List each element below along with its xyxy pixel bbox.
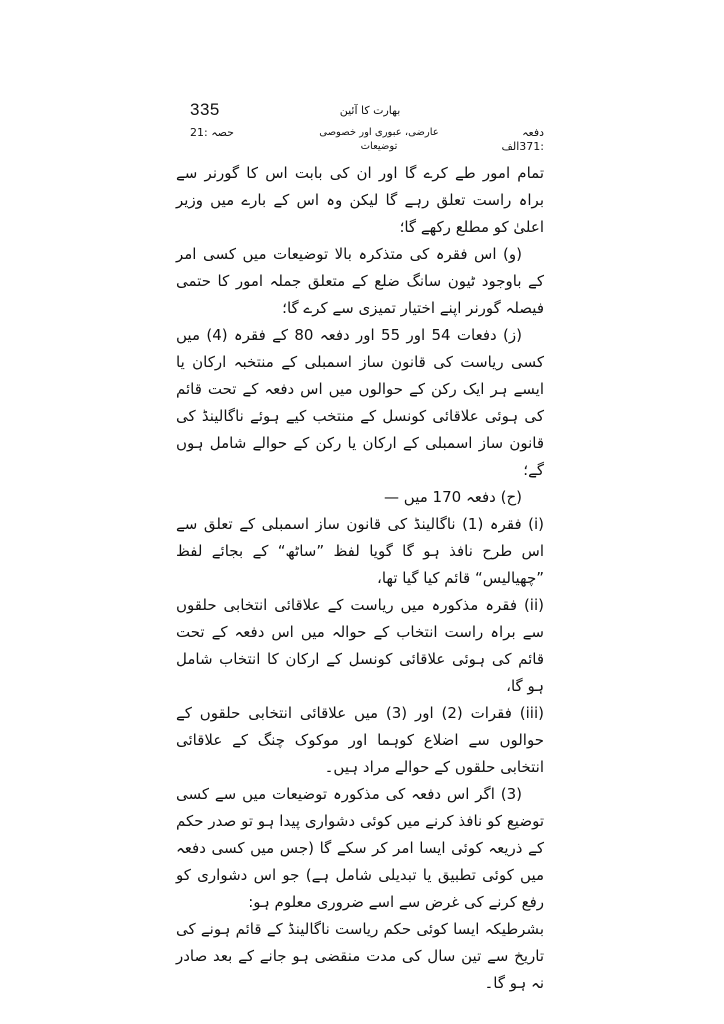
clause-3: (3) اگر اس دفعہ کی مذکورہ توضیعات میں سے کسی توضیع کو نافذ کرنے میں کوئی دشواری پیدا ہو تو صدر حکم کے ذریعہ کوئی ایسا امر کر سکے گا (جس میں کسی دفعہ میں کوئی تطبیق یا تبدیلی شامل ہے) جو اس دشواری کو رفع کرنے کی غرض سے اسے ضروری معلوم ہو:: [176, 785, 544, 911]
part-label: حصہ :21: [190, 126, 234, 139]
body-text: [176, 160, 544, 997]
paragraph-continuation: تمام امور طے کرے گا اور ان کی بابت اس کا گورنر سے براہ راست تعلق رہے گا لیکن وہ اس کے بارے میں وزیر اعلیٰ کو مطلع رکھے گا؛: [176, 164, 544, 236]
section-subtitle: عارضی، عبوری اور خصوصی توضیعات: [319, 127, 439, 152]
clause-f: (و) اس فقرہ کی متذکرہ بالا توضیعات میں کسی امر کے باوجود ٹیون سانگ ضلع کے متعلق جملہ امور کا حتمی فیصلہ گورنر اپنے اختیار تمیزی سے کرے گا؛: [176, 245, 544, 317]
clause-h: (ح) دفعہ 170 میں —: [384, 488, 522, 506]
clause-g: (ز) دفعات 54 اور 55 اور دفعہ 80 کے فقرہ (4) میں کسی ریاست کی قانون ساز اسمبلی کے منتخبہ ارکان یا ایسے ہر ایک رکن کے حوالوں میں اس دفعہ کے تحت قائم کی ہوئی علاقائی کونسل کے منتخب کیے ہوئے ناگالینڈ کی قانون ساز اسمبلی کے ارکان یا رکن کے حوالے شامل ہوں گے؛: [176, 326, 544, 479]
sub-clause-ii: (ii) فقرہ مذکورہ میں ریاست کے علاقائی انتخابی حلقوں سے براہ راست انتخاب کے حوالہ میں اس دفعہ کے تحت قائم کی ہوئی علاقائی کونسل کے ارکان کا انتخاب شامل ہو گا،: [176, 596, 544, 695]
sub-clause-iii: (iii) فقرات (2) اور (3) میں علاقائی انتخابی حلقوں کے حوالوں سے اضلاع کوہما اور موکوک چنگ کے علاقائی انتخابی حلقوں کے حوالے مراد ہیں۔: [176, 704, 544, 776]
sub-clause-i: (i) فقرہ (1) ناگالینڈ کی قانون ساز اسمبلی کے تعلق سے اس طرح نافذ ہو گا گویا لفظ ”ساٹھ“ کے بجائے لفظ ”چھیالیس“ قائم کیا گیا تھا،: [176, 515, 544, 587]
proviso: بشرطیکہ ایسا کوئی حکم ریاست ناگالینڈ کے قائم ہونے کی تاریخ سے تین سال کی مدت منقضی ہو جانے کے بعد صادر نہ ہو گا۔: [176, 920, 544, 992]
book-title: بھارت کا آئین: [339, 104, 401, 117]
page-number: 335: [190, 100, 220, 119]
article-label: دفعہ :371الف: [501, 126, 544, 153]
